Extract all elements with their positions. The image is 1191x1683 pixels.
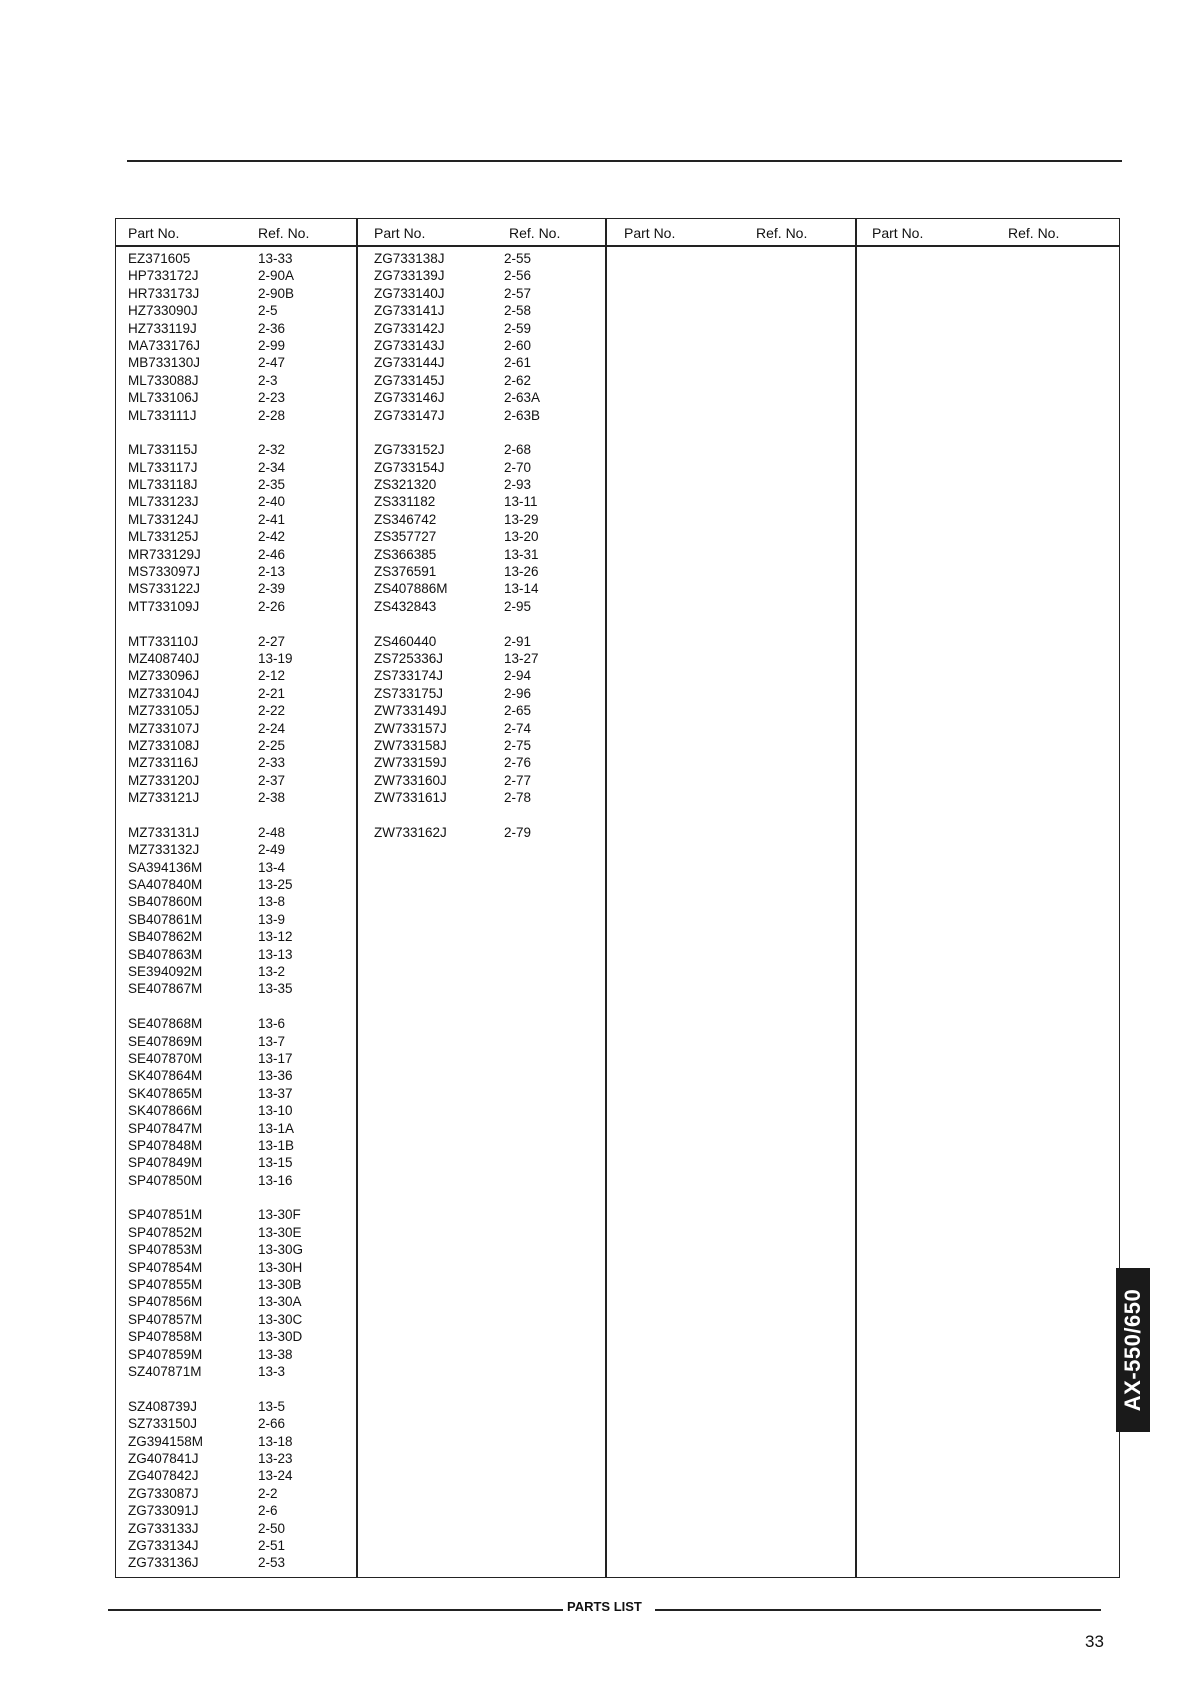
- ref-number: 13-15: [258, 1155, 293, 1171]
- ref-number: 2-38: [258, 790, 286, 806]
- part-number: MZ733104J: [128, 685, 200, 701]
- part-number: ML733125J: [128, 529, 199, 545]
- part-number: ZG733138J: [374, 251, 445, 266]
- part-number: ZS376591: [374, 564, 437, 580]
- part-number: ZS331182: [374, 494, 436, 510]
- ref-number: 2-13: [258, 564, 286, 580]
- ref-number: 13-16: [258, 1172, 293, 1188]
- ref-number: 2-93: [504, 477, 532, 493]
- part-number: SP407858M: [128, 1329, 203, 1345]
- part-number: ZS321320: [374, 477, 437, 493]
- part-number: ZS357727: [374, 529, 437, 545]
- part-number: SK407866M: [128, 1103, 203, 1119]
- ref-number: 2-99: [258, 337, 286, 353]
- parts-table: [115, 218, 1120, 1578]
- ref-number: 2-27: [258, 633, 286, 649]
- part-number: MT733109J: [128, 598, 200, 614]
- part-number: ZG407841J: [128, 1450, 199, 1466]
- ref-no-header: Ref. No.: [756, 225, 808, 241]
- ref-number: 13-30E: [258, 1224, 302, 1240]
- ref-number: 2-65: [504, 703, 532, 719]
- part-number: HP733172J: [128, 268, 199, 284]
- part-number: ML733123J: [128, 494, 199, 510]
- part-number: MZ733131J: [128, 824, 200, 840]
- top-rule: [127, 160, 1122, 162]
- part-number: ZS460440: [374, 633, 437, 649]
- ref-number: 13-19: [258, 650, 293, 666]
- part-number: ZG733140J: [374, 285, 445, 301]
- model-label: AX-550/650: [1120, 1288, 1145, 1412]
- part-number: SE407868M: [128, 1016, 203, 1032]
- ref-number: 13-25: [258, 877, 293, 893]
- part-number: ZG394158M: [128, 1433, 204, 1449]
- ref-number: 2-48: [258, 824, 286, 840]
- ref-number: 13-26: [504, 564, 539, 580]
- model-side-tab: [1116, 1268, 1150, 1432]
- part-no-header: Part No.: [374, 225, 426, 241]
- part-number: HR733173J: [128, 285, 200, 301]
- column-divider: [605, 219, 607, 1577]
- part-number: ZG733091J: [128, 1503, 199, 1519]
- part-number: ML733106J: [128, 390, 199, 406]
- part-number: SP407859M: [128, 1346, 203, 1362]
- ref-number: 2-49: [258, 842, 286, 858]
- ref-number: 2-91: [504, 633, 532, 649]
- ref-number: 2-74: [504, 720, 532, 736]
- part-no-header: Part No.: [624, 225, 676, 241]
- ref-number: 13-33: [258, 251, 293, 266]
- part-no-header: Part No.: [128, 225, 180, 241]
- ref-number: 2-25: [258, 737, 286, 753]
- part-number: ZG733142J: [374, 320, 445, 336]
- ref-number: 2-76: [504, 755, 532, 771]
- part-number: ZS432843: [374, 598, 437, 614]
- part-number: SK407864M: [128, 1068, 203, 1084]
- ref-number: 2-77: [504, 772, 532, 788]
- ref-number: 2-6: [258, 1503, 278, 1519]
- column-divider: [356, 219, 358, 1577]
- part-number: ZG733133J: [128, 1520, 199, 1536]
- part-number: SE394092M: [128, 964, 203, 980]
- part-number: ZG733143J: [374, 337, 445, 353]
- ref-number: 13-23: [258, 1450, 293, 1466]
- part-number: ZW733162J: [374, 824, 447, 840]
- ref-number: 2-39: [258, 581, 286, 597]
- part-number: ZW733159J: [374, 755, 447, 771]
- ref-number: 13-30A: [258, 1294, 302, 1310]
- ref-number: 2-3: [258, 372, 278, 388]
- ref-number: 13-10: [258, 1103, 293, 1119]
- ref-number: 2-50: [258, 1520, 286, 1536]
- part-number: SP407855M: [128, 1277, 203, 1293]
- part-number: ML733115J: [128, 442, 198, 458]
- part-number: ZW733149J: [374, 703, 447, 719]
- part-number: MZ408740J: [128, 650, 200, 666]
- part-number: SZ733150J: [128, 1416, 198, 1432]
- ref-number: 2-53: [258, 1555, 286, 1571]
- part-number: ZG733146J: [374, 390, 445, 406]
- ref-number: 13-1B: [258, 1137, 295, 1153]
- part-number: ZG733145J: [374, 372, 445, 388]
- ref-number: 2-21: [258, 685, 286, 701]
- part-number: SB407861M: [128, 911, 203, 927]
- ref-number: 2-94: [504, 668, 532, 684]
- ref-number: 2-34: [258, 459, 286, 475]
- ref-number: 13-37: [258, 1085, 293, 1101]
- part-number: ZW733161J: [374, 790, 447, 806]
- part-number: SP407857M: [128, 1311, 203, 1327]
- footer-rule-left: [108, 1609, 563, 1611]
- part-number: ML733118J: [128, 477, 198, 493]
- ref-number: 2-26: [258, 598, 286, 614]
- part-number: SB407863M: [128, 946, 203, 962]
- ref-number: 2-59: [504, 320, 532, 336]
- ref-number: 2-68: [504, 442, 532, 458]
- part-number: SE407867M: [128, 981, 203, 997]
- ref-number: 2-95: [504, 598, 532, 614]
- ref-number: 13-3: [258, 1364, 286, 1379]
- ref-number: 2-75: [504, 737, 532, 753]
- ref-number: 2-5: [258, 303, 278, 319]
- part-number: SP407850M: [128, 1172, 203, 1188]
- ref-number: 2-61: [504, 355, 532, 371]
- ref-number: 2-33: [258, 755, 286, 771]
- part-number: ZG733134J: [128, 1537, 199, 1553]
- ref-number: 13-5: [258, 1398, 286, 1414]
- part-number: SP407853M: [128, 1242, 203, 1258]
- part-number: SE407870M: [128, 1050, 203, 1066]
- ref-number: 2-66: [258, 1416, 286, 1432]
- ref-number: 2-47: [258, 355, 286, 371]
- part-number: ZS725336J: [374, 650, 444, 666]
- ref-number: 2-12: [258, 668, 286, 684]
- part-number: HZ733090J: [128, 303, 198, 319]
- page-number: 33: [1085, 1632, 1104, 1651]
- part-number: ZS407886M: [374, 581, 448, 597]
- ref-no-header: Ref. No.: [258, 225, 310, 241]
- ref-number: 13-8: [258, 894, 286, 910]
- part-number: ZG733152J: [374, 442, 445, 458]
- ref-number: 2-2: [258, 1485, 278, 1501]
- footer-label: PARTS LIST: [567, 1599, 642, 1614]
- column-divider: [855, 219, 857, 1577]
- part-number: SA394136M: [128, 859, 203, 875]
- footer-rule-right: [655, 1609, 1101, 1611]
- part-number: ZW733157J: [374, 720, 447, 736]
- ref-number: 13-18: [258, 1433, 293, 1449]
- ref-number: 13-30C: [258, 1311, 303, 1327]
- ref-number: 13-1A: [258, 1120, 295, 1136]
- part-number: SB407860M: [128, 894, 203, 910]
- ref-number: 13-20: [504, 529, 539, 545]
- part-number: ZS733174J: [374, 668, 444, 684]
- part-number: SP407856M: [128, 1294, 203, 1310]
- part-number: ZG733141J: [374, 303, 445, 319]
- part-number: MS733122J: [128, 581, 201, 597]
- ref-number: 13-7: [258, 1033, 286, 1049]
- ref-number: 2-90B: [258, 285, 295, 301]
- part-number: SP407849M: [128, 1155, 203, 1171]
- ref-number: 2-90A: [258, 268, 295, 284]
- part-number: HZ733119J: [128, 320, 197, 336]
- ref-number: 13-38: [258, 1346, 293, 1362]
- part-number: ML733117J: [128, 459, 198, 475]
- part-number: EZ371605: [128, 251, 191, 266]
- part-number: ZG733154J: [374, 459, 445, 475]
- ref-number: 13-29: [504, 511, 539, 527]
- part-number: MZ733116J: [128, 755, 199, 771]
- part-number: ZG733139J: [374, 268, 445, 284]
- ref-number: 13-17: [258, 1050, 293, 1066]
- ref-number: 13-35: [258, 981, 293, 997]
- part-number: SB407862M: [128, 929, 203, 945]
- ref-number: 2-23: [258, 390, 286, 406]
- part-number: MT733110J: [128, 633, 199, 649]
- part-number: SP407847M: [128, 1120, 203, 1136]
- ref-number: 13-30B: [258, 1277, 302, 1293]
- part-number: ZG733087J: [128, 1485, 199, 1501]
- ref-number: 2-40: [258, 494, 286, 510]
- ref-number: 13-2: [258, 964, 286, 980]
- ref-number: 2-96: [504, 685, 532, 701]
- part-number: ZS346742: [374, 511, 437, 527]
- part-number: ML733088J: [128, 372, 199, 388]
- part-number: ZS733175J: [374, 685, 444, 701]
- ref-number: 13-9: [258, 911, 286, 927]
- ref-number: 2-58: [504, 303, 532, 319]
- ref-number: 2-63B: [504, 407, 541, 423]
- ref-number: 2-63A: [504, 390, 541, 406]
- ref-number: 2-51: [258, 1537, 286, 1553]
- ref-no-header: Ref. No.: [1008, 225, 1060, 241]
- ref-number: 2-37: [258, 772, 286, 788]
- part-number: MZ733105J: [128, 703, 200, 719]
- part-number: SP407848M: [128, 1137, 203, 1153]
- part-number: SK407865M: [128, 1085, 203, 1101]
- part-number: ZW733158J: [374, 737, 447, 753]
- part-number: ZG407842J: [128, 1468, 199, 1484]
- ref-number: 13-36: [258, 1068, 293, 1084]
- ref-number: 2-62: [504, 372, 532, 388]
- ref-number: 2-46: [258, 546, 286, 562]
- part-number: ZG733147J: [374, 407, 445, 423]
- ref-number: 2-55: [504, 251, 532, 266]
- part-number: ML733111J: [128, 407, 197, 423]
- ref-number: 2-70: [504, 459, 532, 475]
- part-no-header: Part No.: [872, 225, 924, 241]
- part-number: SE407869M: [128, 1033, 203, 1049]
- ref-number: 2-57: [504, 285, 532, 301]
- part-number: ZW733160J: [374, 772, 447, 788]
- ref-number: 13-31: [504, 546, 539, 562]
- part-number: MZ733120J: [128, 772, 200, 788]
- ref-number: 13-24: [258, 1468, 293, 1484]
- part-number: MA733176J: [128, 337, 201, 353]
- ref-number: 2-60: [504, 337, 532, 353]
- ref-number: 13-13: [258, 946, 293, 962]
- part-number: SP407852M: [128, 1224, 203, 1240]
- ref-number: 13-12: [258, 929, 293, 945]
- part-number: SZ408739J: [128, 1398, 198, 1414]
- ref-number: 13-27: [504, 650, 539, 666]
- ref-number: 2-79: [504, 824, 532, 840]
- part-number: MZ733108J: [128, 737, 200, 753]
- part-number: MR733129J: [128, 546, 201, 562]
- part-number: ZS366385: [374, 546, 437, 562]
- ref-number: 2-36: [258, 320, 286, 336]
- ref-number: 2-35: [258, 477, 286, 493]
- part-number: ZG733136J: [128, 1555, 199, 1571]
- ref-number: 2-24: [258, 720, 286, 736]
- ref-number: 13-30D: [258, 1329, 303, 1345]
- part-number: SZ407871M: [128, 1364, 202, 1379]
- part-number: MZ733096J: [128, 668, 200, 684]
- ref-number: 2-42: [258, 529, 286, 545]
- part-number: MZ733107J: [128, 720, 200, 736]
- ref-number: 2-56: [504, 268, 532, 284]
- ref-number: 13-30G: [258, 1242, 304, 1258]
- part-number: MZ733121J: [128, 790, 200, 806]
- ref-number: 13-14: [504, 581, 539, 597]
- ref-number: 13-30H: [258, 1259, 303, 1275]
- part-number: MB733130J: [128, 355, 201, 371]
- ref-number: 13-11: [504, 494, 538, 510]
- part-number: SP407851M: [128, 1207, 203, 1223]
- ref-no-header: Ref. No.: [509, 225, 561, 241]
- ref-number: 13-4: [258, 859, 286, 875]
- ref-number: 2-78: [504, 790, 532, 806]
- part-number: SP407854M: [128, 1259, 203, 1275]
- ref-number: 13-6: [258, 1016, 286, 1032]
- ref-number: 13-30F: [258, 1207, 301, 1223]
- ref-number: 2-28: [258, 407, 286, 423]
- part-number: MS733097J: [128, 564, 201, 580]
- ref-number: 2-41: [258, 511, 286, 527]
- part-number: ML733124J: [128, 511, 199, 527]
- ref-number: 2-22: [258, 703, 286, 719]
- ref-number: 2-32: [258, 442, 286, 458]
- part-number: ZG733144J: [374, 355, 445, 371]
- part-number: SA407840M: [128, 877, 203, 893]
- part-number: MZ733132J: [128, 842, 200, 858]
